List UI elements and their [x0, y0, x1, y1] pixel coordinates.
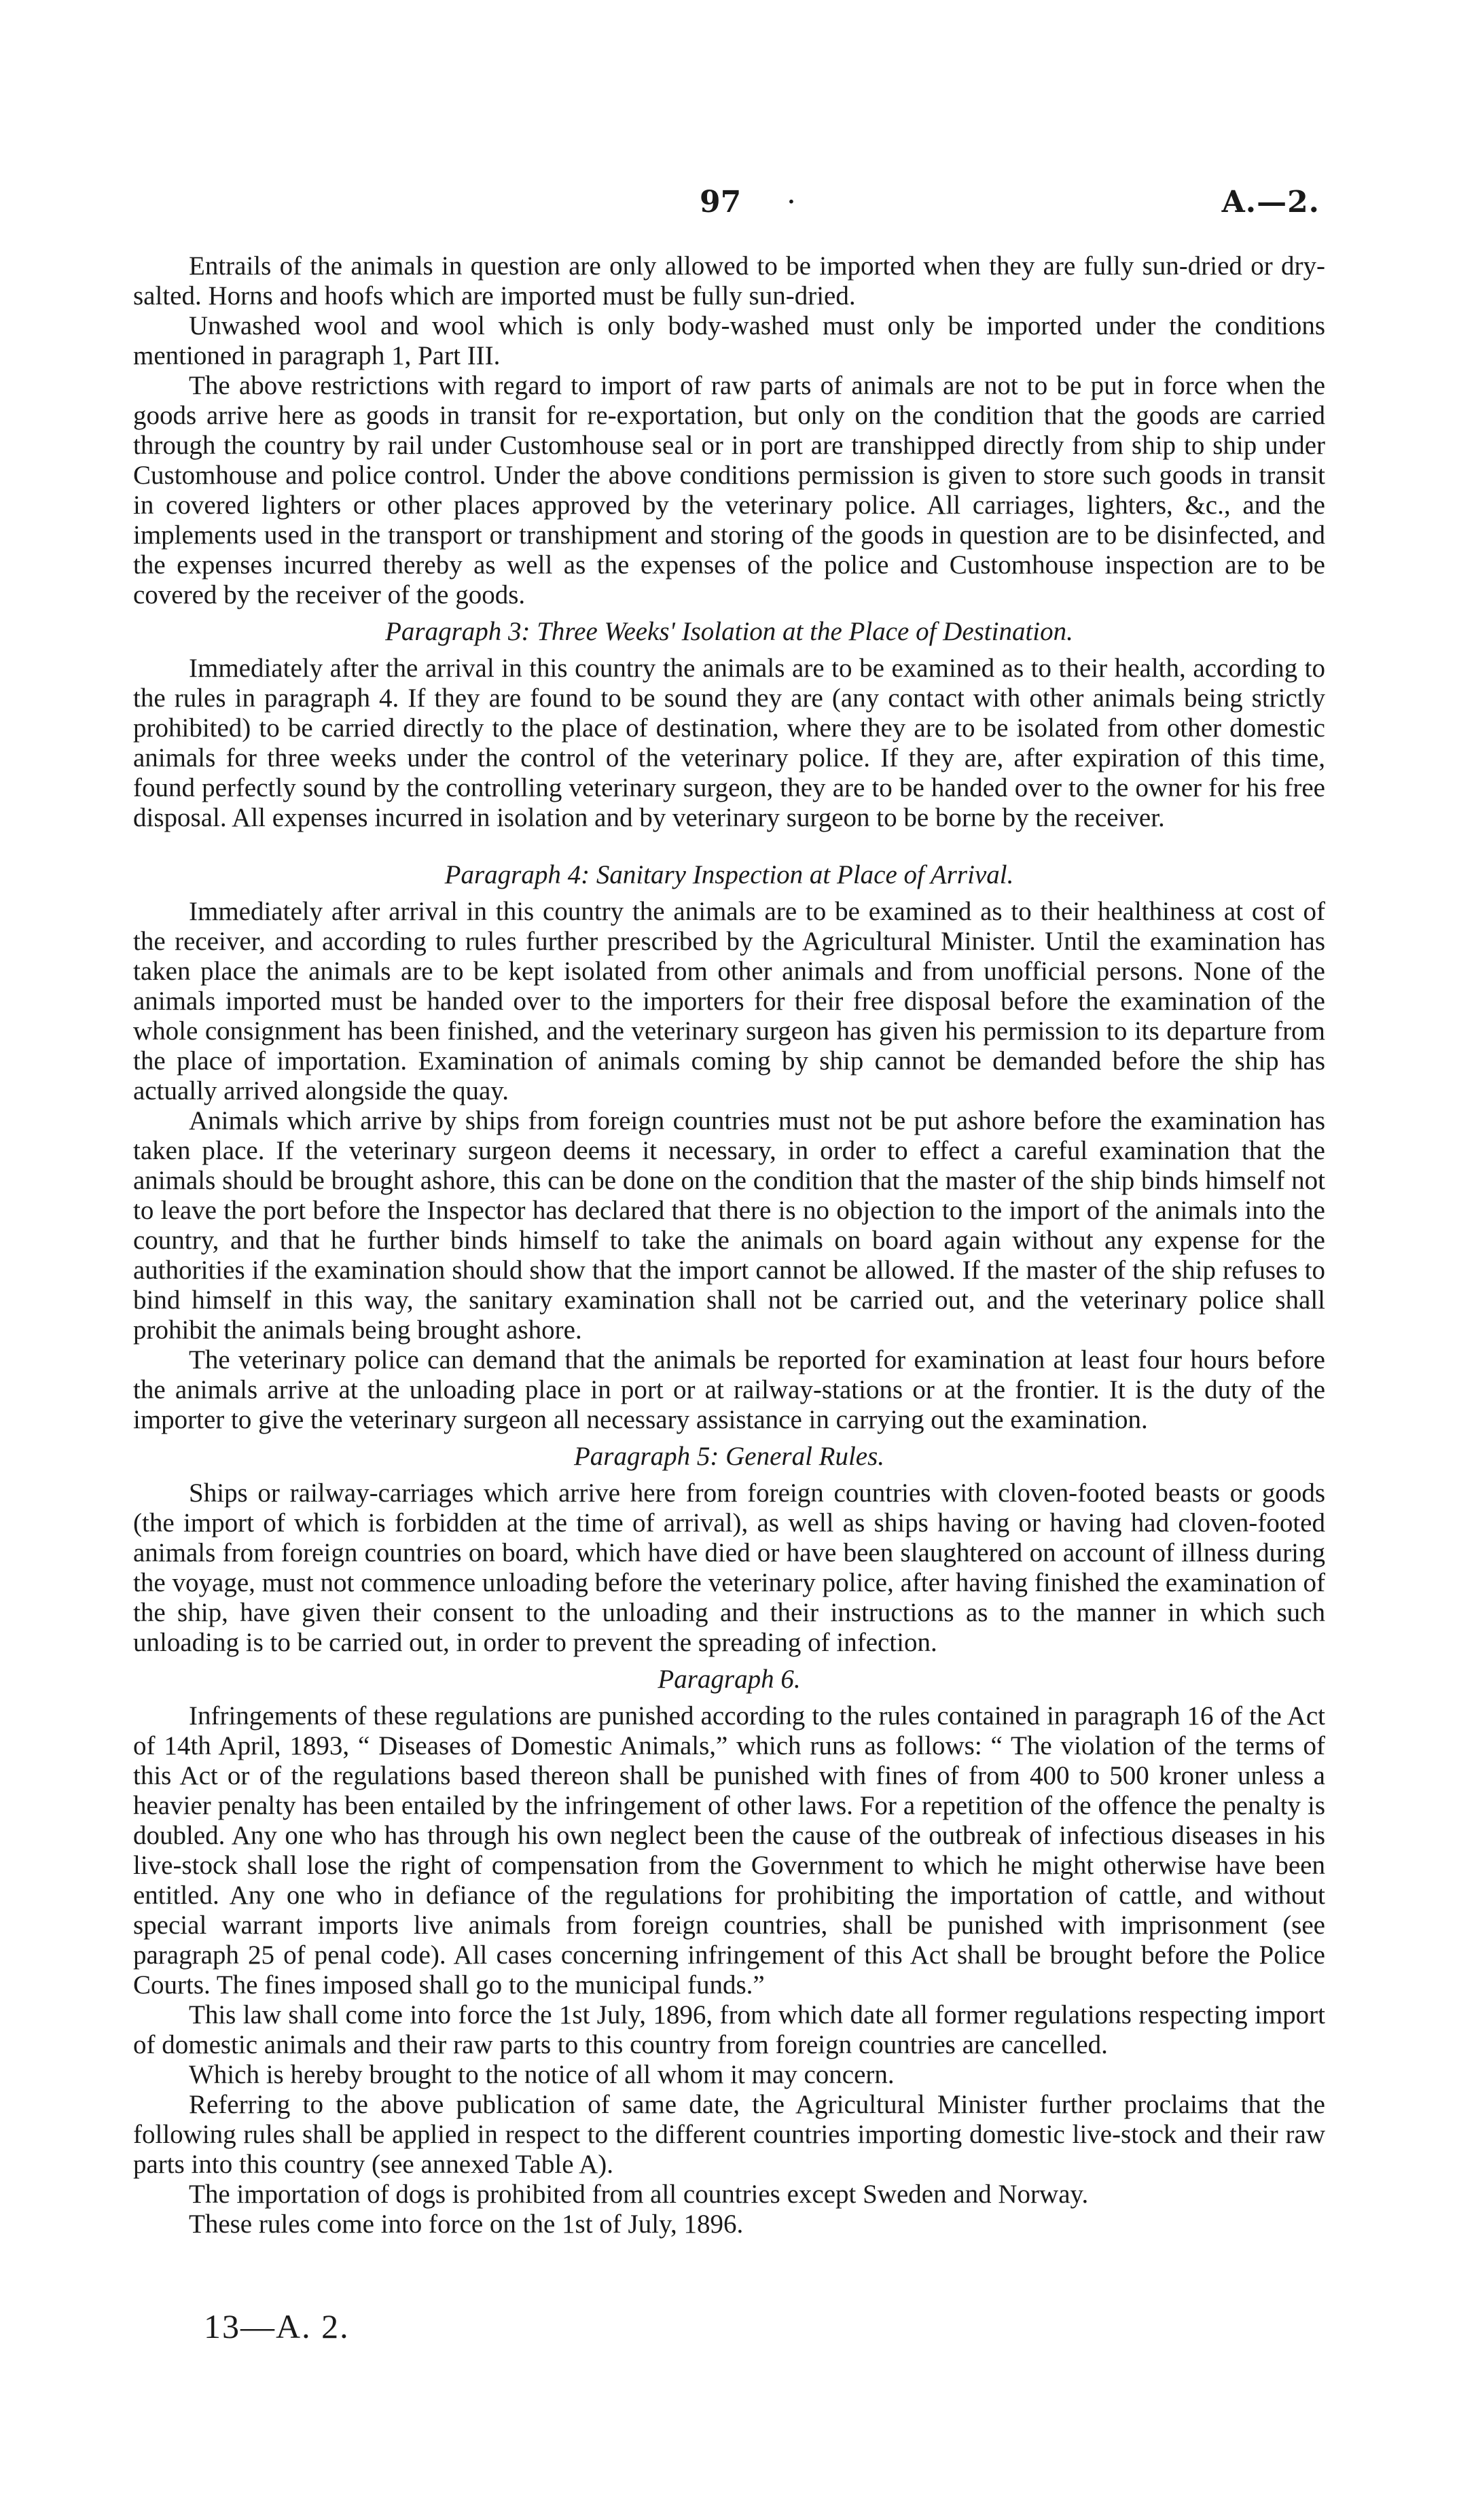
section-heading-paragraph-5: Paragraph 5: General Rules.	[573, 1442, 885, 1471]
paragraph-general-rules: Ships or railway-carriages which arrive here from foreign countries with cloven-footed beasts or goods (the import of which is forbidden at the time of arrival), as well as ships having or having had cloven-footed animals from foreign countries on board, which have died or have been slaughtered on account of illness during the voyage, must not commence unloading before the veterinary police, after having finished the examination of the ship, have given their consent to the unloading and their instructions as to the manner in which such unloading is to be carried out, in order to prevent the spreading of infection.	[133, 1478, 1325, 1657]
paragraph-infringements: Infringements of these regulations are punished according to the rules contained in paragraph 16 of the Act of 14th April, 1893, “ Diseases of Domestic Animals,” which runs as follows: “ The violation of the terms of this Act or of the regulations based thereon shall be punished with fines of from 400 to 500 kroner unless a heavier penalty has been entailed by the infringement of other laws. For a repetition of the offence the penalty is doubled. Any one who has through his own neglect been the cause of the outbreak of infectious diseases in his live-stock shall lose the right of compensation from the Government to which he might otherwise have been entitled. Any one who in defiance of the regulations for prohibiting the importation of cattle, and without special warrant imports live animals from foreign countries, shall be punished with imprisonment (see paragraph 25 of penal code). All cases concerning infringement of this Act shall be brought before the Police Courts. The fines imposed shall go to the municipal funds.”	[133, 1701, 1325, 2000]
document-reference: A.—2.	[1221, 185, 1320, 219]
paragraph-inspection-arrival: Immediately after arrival in this country the animals are to be examined as to their healthiness at cost of the receiver, and according to rules further prescribed by the Agricultural Minister. Until the examination has taken place the animals are to be kept isolated from other animals and from unofficial persons. None of the animals imported must be handed over to the importers for their free disposal before the examination of the whole consignment has been finished, and the veterinary surgeon has given his permission to its departure from the place of importation. Examination of animals coming by ship cannot be demanded before the ship has actually arrived alongside the quay.	[133, 897, 1325, 1105]
page-header	[0, 185, 1476, 226]
paragraph-transit-restrictions: The above restrictions with regard to import of raw parts of animals are not to be put in force when the goods arrive here as goods in transit for re-exportation, but only on the condition that the goods are carried through the country by rail under Customhouse seal or in port are transhipped directly from ship to ship under Customhouse and police control. Under the above conditions permission is given to store such goods in transit in covered lighters or other places approved by the veterinary police. All carriages, lighters, &c., and the implements used in the transport or transhipment and storing of the goods in question are to be disinfected, and the expenses incurred thereby as well as the expenses of the police and Customhouse inspection are to be covered by the receiver of the goods.	[133, 371, 1325, 609]
paragraph-entrails: Entrails of the animals in question are only allowed to be imported when they are fully sun-dried or dry-salted. Horns and hoofs which are imported must be fully sun-dried.	[133, 251, 1325, 310]
document-body	[133, 251, 1325, 2239]
paragraph-law-in-force: This law shall come into force the 1st July, 1896, from which date all former regulations respecting import of domestic animals and their raw parts to this country from foreign countries are cancelled.	[133, 2000, 1325, 2059]
paragraph-ships-ashore: Animals which arrive by ships from foreign countries must not be put ashore before the examination has taken place. If the veterinary surgeon deems it necessary, in order to effect a careful examination that the animals should be brought ashore, this can be done on the condition that the master of the ship binds himself not to leave the port before the Inspector has declared that there is no objection to the import of the animals into the country, and that he further binds himself to take the animals on board again without any expense for the authorities if the examination should show that the import cannot be allowed. If the master of the ship refuses to bind himself in this way, the sanitary examination shall not be carried out, and the veterinary police shall prohibit the animals being brought ashore.	[133, 1106, 1325, 1345]
page-number: 97	[700, 185, 742, 219]
section-heading-paragraph-6: Paragraph 6.	[658, 1665, 801, 1694]
header-dot: ·	[787, 185, 796, 219]
paragraph-further-rules: Referring to the above publication of same date, the Agricultural Minister further proclaims that the following rules shall be applied in respect to the different countries importing domestic live-stock and their raw parts into this country (see annexed Table A).	[133, 2090, 1325, 2179]
section-heading-paragraph-3: Paragraph 3: Three Weeks' Isolation at the Place of Destination.	[385, 617, 1073, 646]
paragraph-notice: Which is hereby brought to the notice of all whom it may concern.	[189, 2060, 895, 2089]
section-heading-paragraph-4: Paragraph 4: Sanitary Inspection at Place of Arrival.	[444, 860, 1014, 889]
paragraph-wool: Unwashed wool and wool which is only body-washed must only be imported under the conditions mentioned in paragraph 1, Part III.	[133, 311, 1325, 370]
page-footer-signature: 13—A. 2.	[204, 2307, 350, 2345]
paragraph-reporting: The veterinary police can demand that the animals be reported for examination at least four hours before the animals arrive at the unloading place in port or at railway-stations or at the frontier. It is the duty of the importer to give the veterinary surgeon all necessary assistance in carrying out the examination.	[133, 1345, 1325, 1434]
paragraph-isolation: Immediately after the arrival in this country the animals are to be examined as to their health, according to the rules in paragraph 4. If they are found to be sound they are (any contact with other animals being strictly prohibited) to be carried directly to the place of destination, where they are to be isolated from other domestic animals for three weeks under the control of the veterinary police. If they are, after expiration of this time, found perfectly sound by the controlling veterinary surgeon, they are to be handed over to the owner for his free disposal. All expenses incurred in isolation and by veterinary surgeon to be borne by the receiver.	[133, 654, 1325, 832]
paragraph-rules-in-force: These rules come into force on the 1st of July, 1896.	[189, 2210, 744, 2239]
paragraph-dogs: The importation of dogs is prohibited from all countries except Sweden and Norway.	[189, 2180, 1089, 2209]
